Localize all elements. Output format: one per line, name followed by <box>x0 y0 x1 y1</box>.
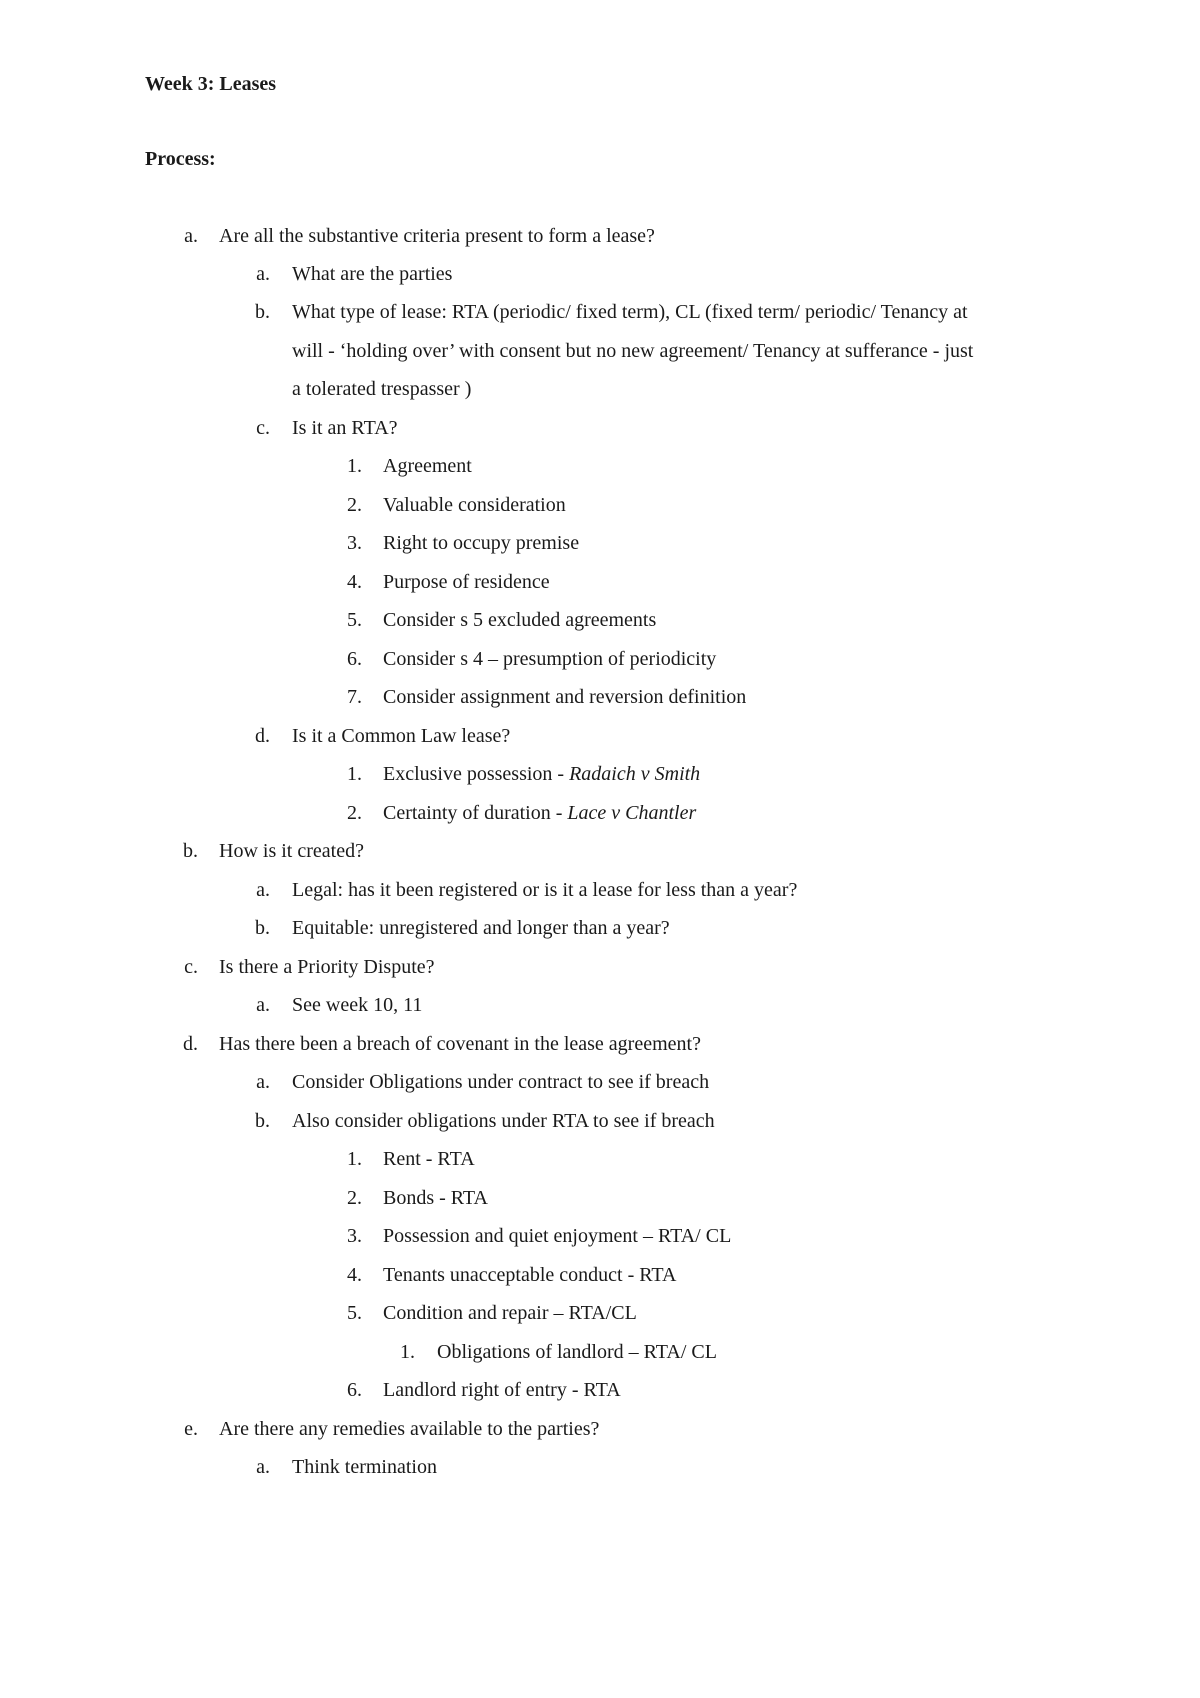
list-item-text: Are all the substantive criteria present to form a lease? <box>219 225 655 247</box>
list-marker: a. <box>256 1456 270 1478</box>
list-marker: b. <box>255 917 270 939</box>
document-title: Week 3: Leases <box>145 73 277 95</box>
list-item-text: Consider assignment and reversion definition <box>383 686 747 708</box>
list-marker: c. <box>184 956 198 978</box>
list-marker: a. <box>184 225 198 247</box>
list-marker: 1. <box>347 455 362 477</box>
list-item-text: What are the parties <box>292 263 453 285</box>
list-item-text-line-1: What type of lease: RTA (periodic/ fixed term), CL (fixed term/ periodic/ Tenancy at <box>292 301 968 323</box>
list-item-text: See week 10, 11 <box>292 994 423 1016</box>
list-marker: 3. <box>347 1225 362 1247</box>
list-marker: 1. <box>347 1148 362 1170</box>
list-item-text: Is it a Common Law lease? <box>292 725 511 747</box>
list-item-text-plain: Exclusive possession - <box>383 763 570 785</box>
list-marker: 6. <box>347 1379 362 1401</box>
list-marker: c. <box>256 417 270 439</box>
list-marker: a. <box>256 1071 270 1093</box>
list-item-text: Possession and quiet enjoyment – RTA/ CL <box>383 1225 732 1247</box>
list-marker: 7. <box>347 686 362 708</box>
list-marker: d. <box>255 725 270 747</box>
list-marker: a. <box>256 879 270 901</box>
list-item-text: Bonds - RTA <box>383 1187 488 1209</box>
list-item-text: Are there any remedies available to the parties? <box>219 1418 600 1440</box>
list-marker: 4. <box>347 571 362 593</box>
list-item-text-line-2: will - ‘holding over’ with consent but no new agreement/ Tenancy at sufferance - just <box>292 340 974 362</box>
list-marker: 1. <box>400 1341 415 1363</box>
list-marker: e. <box>184 1418 198 1440</box>
list-marker: 4. <box>347 1264 362 1286</box>
list-item-text: Right to occupy premise <box>383 532 580 554</box>
list-item-text: Is there a Priority Dispute? <box>219 956 435 978</box>
list-item-text: Equitable: unregistered and longer than a year? <box>292 917 670 939</box>
list-item-text: How is it created? <box>219 840 364 862</box>
list-marker: b. <box>255 1110 270 1132</box>
list-marker: 5. <box>347 1302 362 1324</box>
list-item-text: Consider s 4 – presumption of periodicity <box>383 648 717 670</box>
list-marker: a. <box>256 994 270 1016</box>
list-item-text: Obligations of landlord – RTA/ CL <box>437 1341 717 1363</box>
case-name: Lace v Chantler <box>567 802 697 824</box>
list-item-text: Tenants unacceptable conduct - RTA <box>383 1264 677 1286</box>
case-name: Radaich v Smith <box>569 763 701 785</box>
list-item-text-plain: Certainty of duration - <box>383 802 568 824</box>
list-item-text: Rent - RTA <box>383 1148 475 1170</box>
list-marker: 3. <box>347 532 362 554</box>
section-label: Process: <box>145 148 216 170</box>
list-marker: 2. <box>347 1187 362 1209</box>
list-item-text-line-3: a tolerated trespasser ) <box>292 378 472 400</box>
list-item-text: Agreement <box>383 455 472 477</box>
list-item-text: Condition and repair – RTA/CL <box>383 1302 637 1324</box>
list-marker: 2. <box>347 494 362 516</box>
list-marker: 5. <box>347 609 362 631</box>
list-marker: d. <box>183 1033 198 1055</box>
list-item-text: Legal: has it been registered or is it a lease for less than a year? <box>292 879 798 901</box>
list-marker: 2. <box>347 802 362 824</box>
list-marker: a. <box>256 263 270 285</box>
list-marker: b. <box>255 301 270 323</box>
list-item-text: Also consider obligations under RTA to see if breach <box>292 1110 715 1132</box>
list-item-text: Think termination <box>292 1456 437 1478</box>
list-marker: 1. <box>347 763 362 785</box>
list-item-text <box>383 762 700 786</box>
list-item-text: Is it an RTA? <box>292 417 398 439</box>
list-item-text: Valuable consideration <box>383 494 566 516</box>
list-item-text: Has there been a breach of covenant in the lease agreement? <box>219 1033 701 1055</box>
list-item-text: Consider Obligations under contract to see if breach <box>292 1071 710 1093</box>
list-marker: 6. <box>347 648 362 670</box>
list-item-text: Purpose of residence <box>383 571 550 593</box>
list-item-text: Landlord right of entry - RTA <box>383 1379 621 1401</box>
list-marker: b. <box>183 840 198 862</box>
list-item-text: Consider s 5 excluded agreements <box>383 609 657 631</box>
list-item-text <box>383 801 696 825</box>
